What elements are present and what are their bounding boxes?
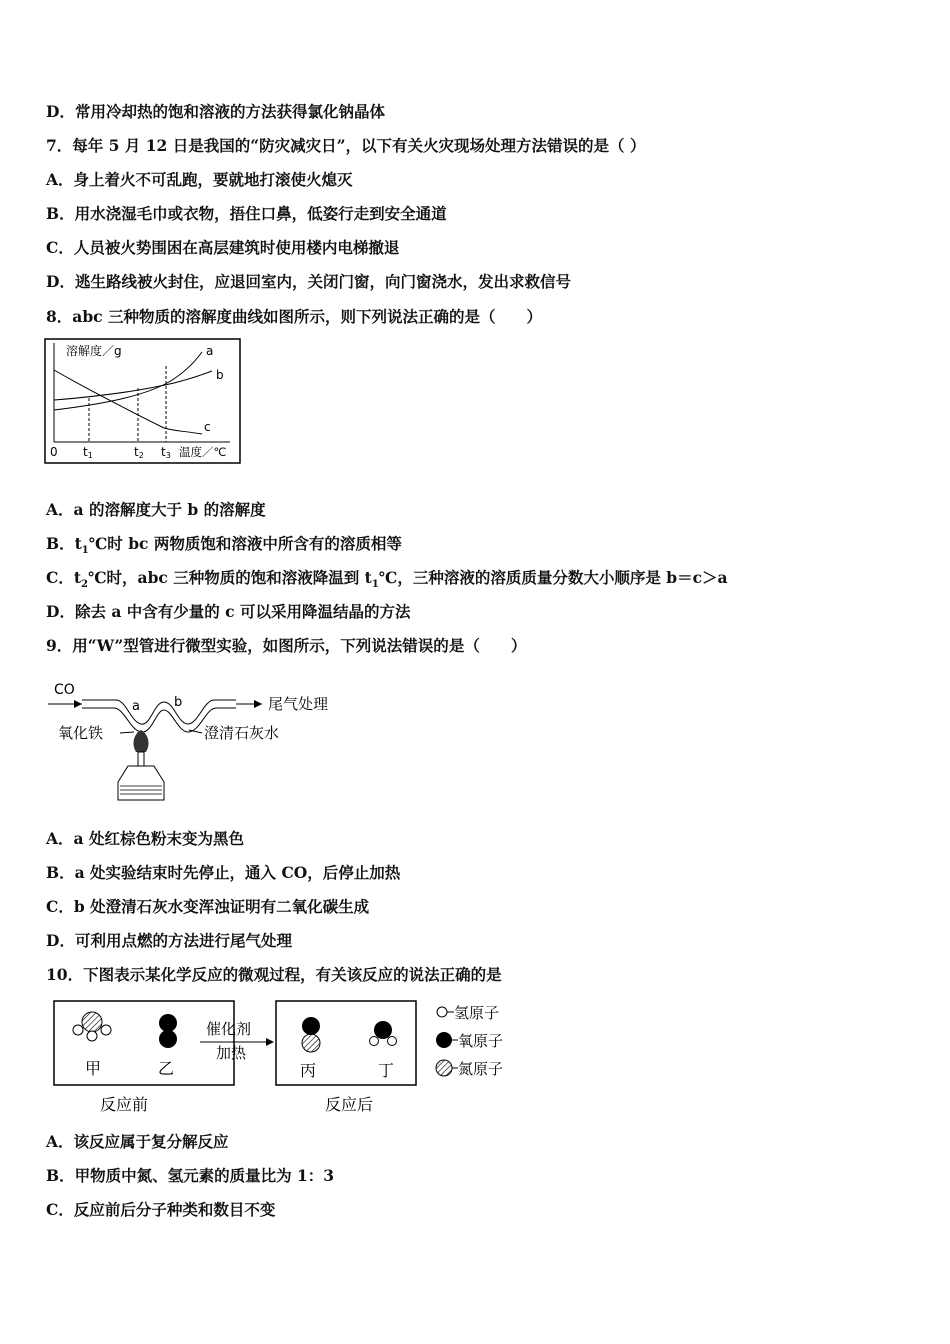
label-b: b [216, 368, 224, 382]
q7-option-c: C．人员被火势围困在高层建筑时使用楼内电梯撤退 [46, 238, 400, 257]
q7-option-d: D．逃生路线被火封住，应退回室内，关闭门窗，向门窗浇水，发出求救信号 [46, 272, 571, 291]
hydrogen-atom-icon [101, 1025, 111, 1035]
oxygen-atom-icon [374, 1021, 392, 1039]
reaction-figure [50, 996, 540, 1118]
q7-stem: 7．每年 5 月 12 日是我国的“防灾减灾日”，以下有关火灾现场处理方法错误的是（ ） [46, 136, 646, 155]
q9-option-a: A．a 处红棕色粉末变为黑色 [46, 829, 244, 848]
q8-stem: 8．abc 三种物质的溶解度曲线如图所示，则下列说法正确的是（ ） [46, 307, 543, 326]
lamp-wick [138, 752, 144, 766]
point-b-label: b [174, 695, 183, 710]
nitrogen-atom-icon [302, 1034, 320, 1052]
catalyst-label: 催化剂 [206, 1020, 252, 1038]
q9-option-c: C．b 处澄清石灰水变浑浊证明有二氧化碳生成 [46, 897, 370, 916]
legend-hydrogen: 氢原子 [454, 1004, 500, 1022]
q9-option-d: D．可利用点燃的方法进行尾气处理 [46, 931, 292, 950]
legend-nitrogen: 氮原子 [458, 1060, 504, 1078]
label-c: c [204, 420, 211, 434]
legend-nitrogen-icon [436, 1060, 452, 1076]
solubility-curve-figure [44, 338, 244, 466]
q8-option-c: C．$t_2℃$时，abc 三种物质的饱和溶液降温到 $t_1℃$，三种溶液的溶质质量分数大小顺序是 b＝c＞a [46, 568, 728, 591]
q6-option-d: D．常用冷却热的饱和溶液的方法获得氯化钠晶体 [46, 102, 385, 121]
q8-option-d: D．除去 a 中含有少量的 c 可以采用降温结晶的方法 [46, 602, 411, 621]
tail-gas-label: 尾气处理 [268, 695, 329, 713]
oxygen-atom-icon [159, 1014, 177, 1032]
q9-option-b: B．a 处实验结束时先停止，通入 CO，后停止加热 [46, 863, 401, 882]
co-label: CO [54, 682, 75, 698]
q10-stem: 10．下图表示某化学反应的微观过程，有关该反应的说法正确的是 [46, 965, 502, 984]
q8-option-b: B．$t_1℃$时 bc 两物质饱和溶液中所含有的溶质相等 [46, 534, 402, 557]
hydrogen-atom-icon [87, 1031, 97, 1041]
hydrogen-atom-icon [370, 1037, 379, 1046]
q10-option-c: C．反应前后分子种类和数目不变 [46, 1200, 276, 1219]
iron-oxide-label: 氧化铁 [58, 724, 104, 742]
label-jia: 甲 [85, 1059, 102, 1078]
tick-t1: t1 [83, 445, 93, 460]
tick-t2: t2 [134, 445, 144, 460]
hydrogen-atom-icon [73, 1025, 83, 1035]
heat-label: 加热 [216, 1044, 247, 1062]
after-label: 反应后 [325, 1095, 374, 1114]
label-yi: 乙 [158, 1059, 175, 1078]
label-bing: 丙 [300, 1061, 317, 1080]
point-a-label: a [132, 699, 140, 714]
oxygen-atom-icon [159, 1030, 177, 1048]
label-a: a [206, 344, 214, 358]
label-ding: 丁 [378, 1061, 395, 1080]
hydrogen-atom-icon [388, 1037, 397, 1046]
y-axis-label: 溶解度／g [66, 344, 122, 358]
legend-oxygen: 氧原子 [458, 1032, 504, 1050]
x-axis-label: 温度／℃ [179, 445, 227, 459]
q9-stem: 9．用“W”型管进行微型实验，如图所示，下列说法错误的是（ ） [46, 636, 527, 655]
w-tube-figure [46, 672, 356, 807]
flame-icon [133, 730, 148, 752]
tick-t3: t3 [161, 445, 171, 460]
q7-option-a: A．身上着火不可乱跑，要就地打滚使火熄灭 [46, 170, 353, 189]
legend-hydrogen-icon [437, 1007, 447, 1017]
oxygen-atom-icon [302, 1017, 320, 1035]
nitrogen-atom-icon [82, 1012, 102, 1032]
curve-c [54, 370, 202, 434]
before-label: 反应前 [100, 1095, 149, 1114]
alcohol-lamp-icon [118, 766, 164, 800]
origin-label: 0 [50, 445, 58, 459]
q8-option-a: A．a 的溶解度大于 b 的溶解度 [46, 500, 266, 519]
before-box [54, 1001, 234, 1085]
w-tube-top [82, 700, 236, 724]
legend-oxygen-icon [436, 1032, 452, 1048]
q10-option-a: A．该反应属于复分解反应 [46, 1132, 229, 1151]
limewater-label: 澄清石灰水 [204, 724, 280, 742]
q7-option-b: B．用水浇湿毛巾或衣物，捂住口鼻，低姿行走到安全通道 [46, 204, 447, 223]
q10-option-b: B．甲物质中氮、氢元素的质量比为 1：3 [46, 1166, 335, 1185]
